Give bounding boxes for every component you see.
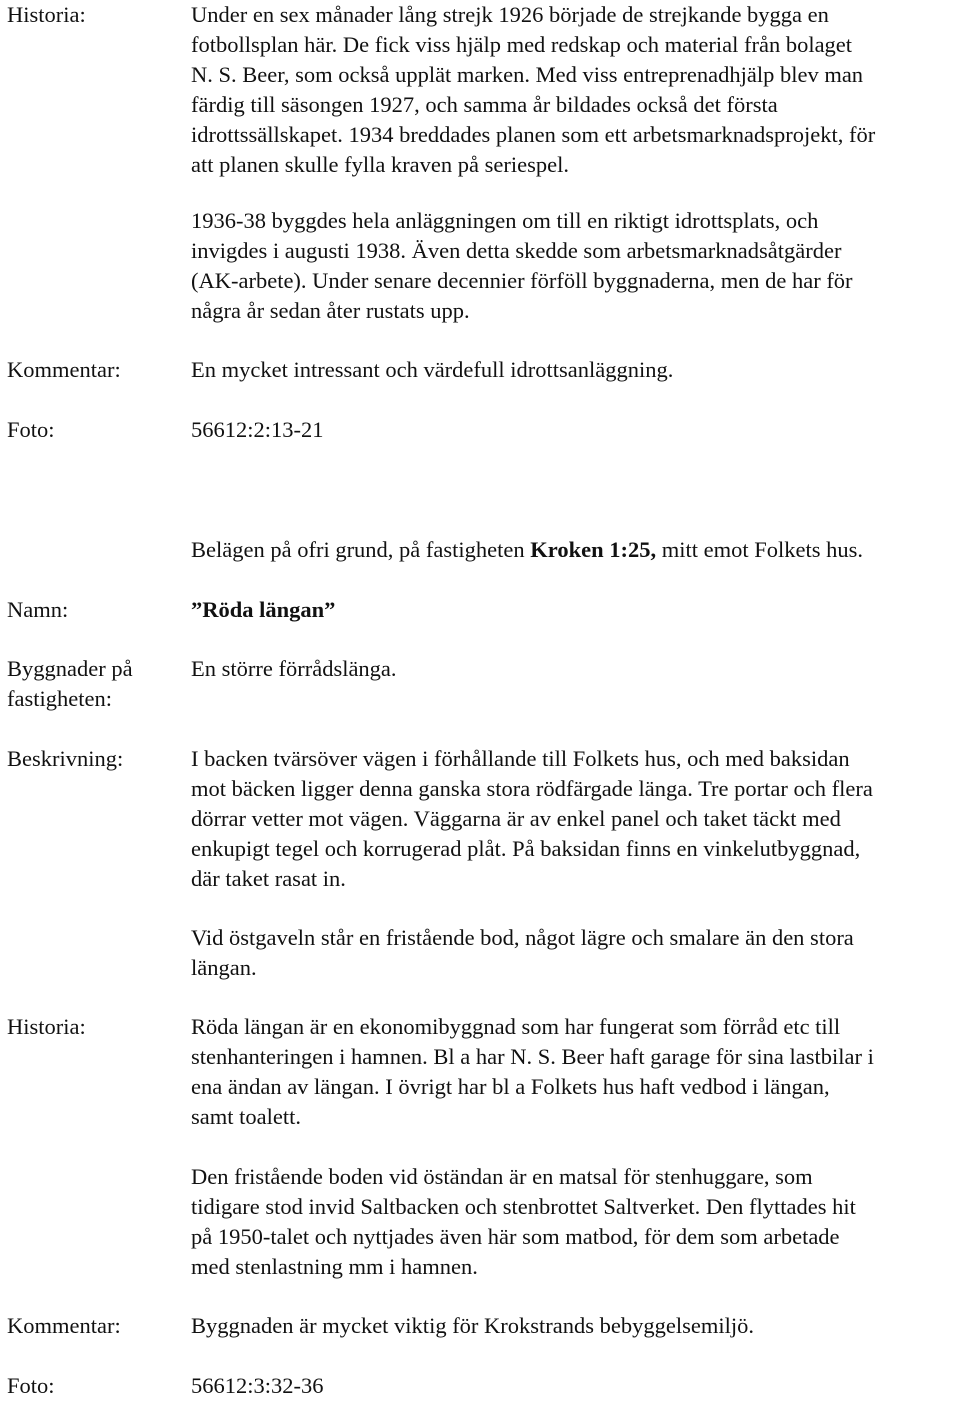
text-line: mot bäcken ligger denna ganska stora rödfärgade länga. Tre portar och flera [191,776,873,801]
namn-label: Namn: [7,597,69,622]
text-line: invigdes i augusti 1938. Även detta skedde som arbetsmarknadsåtgärder [191,238,842,263]
foto-number: 56612:3:32-36 [191,1373,324,1398]
text-line: tidigare stod invid Saltbacken och stenbrottet Saltverket. Den flyttades hit [191,1194,856,1219]
text-line: fotbollsplan här. De fick viss hjälp med redskap och material från bolaget [191,32,853,57]
text-line: på 1950-talet och nyttjades även här som matbod, för dem som arbetade [191,1224,840,1249]
text-line: N. S. Beer, som också upplät marken. Med viss entreprenadhjälp blev man [191,62,864,87]
kommentar-label: Kommentar: [7,1313,121,1338]
kommentar-text: En mycket intressant och värdefull idrottsanläggning. [191,357,674,382]
text-line: (AK-arbete). Under senare decennier förföll byggnaderna, men de har för [191,268,853,293]
text-line: Under en sex månader lång strejk 1926 började de strejkande bygga en [191,2,829,27]
byggnader-label-line-1: Byggnader på [7,656,133,681]
location-line [191,535,960,565]
location-text-before: Belägen på ofri grund, på fastigheten [191,537,531,562]
text-line: med stenlastning mm i hamnen. [191,1254,478,1279]
text-line: Vid östgaveln står en fristående bod, något lägre och smalare än den stora [191,925,854,950]
text-line: några år sedan åter rustats upp. [191,298,470,323]
text-line: Röda längan är en ekonomibyggnad som har fungerat som förråd etc till [191,1014,841,1039]
historia-paragraph-2 [191,1162,960,1282]
text-line: I backen tvärsöver vägen i förhållande till Folkets hus, och med baksidan [191,746,850,771]
text-line: där taket rasat in. [191,866,346,891]
historia-label: Historia: [7,2,86,27]
beskrivning-paragraph-1 [191,744,960,894]
building-name: ”Röda längan” [191,597,336,622]
foto-number: 56612:2:13-21 [191,417,324,442]
byggnader-value: En större förrådslänga. [191,656,397,681]
byggnader-label [7,654,182,714]
historia-label: Historia: [7,1014,86,1039]
text-line: ena ändan av längan. I övrigt har bl a Folkets hus haft vedbod i längan, [191,1074,830,1099]
text-line: idrottssällskapet. 1934 breddades planen som ett arbetsmarknadsprojekt, för [191,122,876,147]
historia-paragraph-1 [191,1012,960,1132]
foto-label: Foto: [7,1373,55,1398]
text-line: färdig till säsongen 1927, och samma år bildades också det första [191,92,778,117]
text-line: 1936-38 byggdes hela anläggningen om till en riktigt idrottsplats, och [191,208,819,233]
foto-label: Foto: [7,417,55,442]
text-line: samt toalett. [191,1104,301,1129]
historia-paragraph-2 [191,206,960,326]
kommentar-label: Kommentar: [7,357,121,382]
kommentar-text: Byggnaden är mycket viktig för Krokstrands bebyggelsemiljö. [191,1313,755,1338]
historia-paragraph-1 [191,0,960,180]
beskrivning-label: Beskrivning: [7,746,124,771]
text-line: längan. [191,955,257,980]
text-line: enkupigt tegel och korrugerad plåt. På baksidan finns en vinkelutbyggnad, [191,836,861,861]
beskrivning-paragraph-2 [191,923,960,983]
text-line: att planen skulle fylla kraven på seriespel. [191,152,569,177]
text-line: dörrar vetter mot vägen. Väggarna är av enkel panel och taket täckt med [191,806,841,831]
byggnader-label-line-2: fastigheten: [7,686,112,711]
location-text-after: mitt emot Folkets hus. [656,537,863,562]
text-line: Den fristående boden vid öständan är en matsal för stenhuggare, som [191,1164,813,1189]
text-line: stenhanteringen i hamnen. Bl a har N. S. Beer haft garage för sina lastbilar i [191,1044,874,1069]
property-designation: Kroken 1:25, [530,537,657,562]
